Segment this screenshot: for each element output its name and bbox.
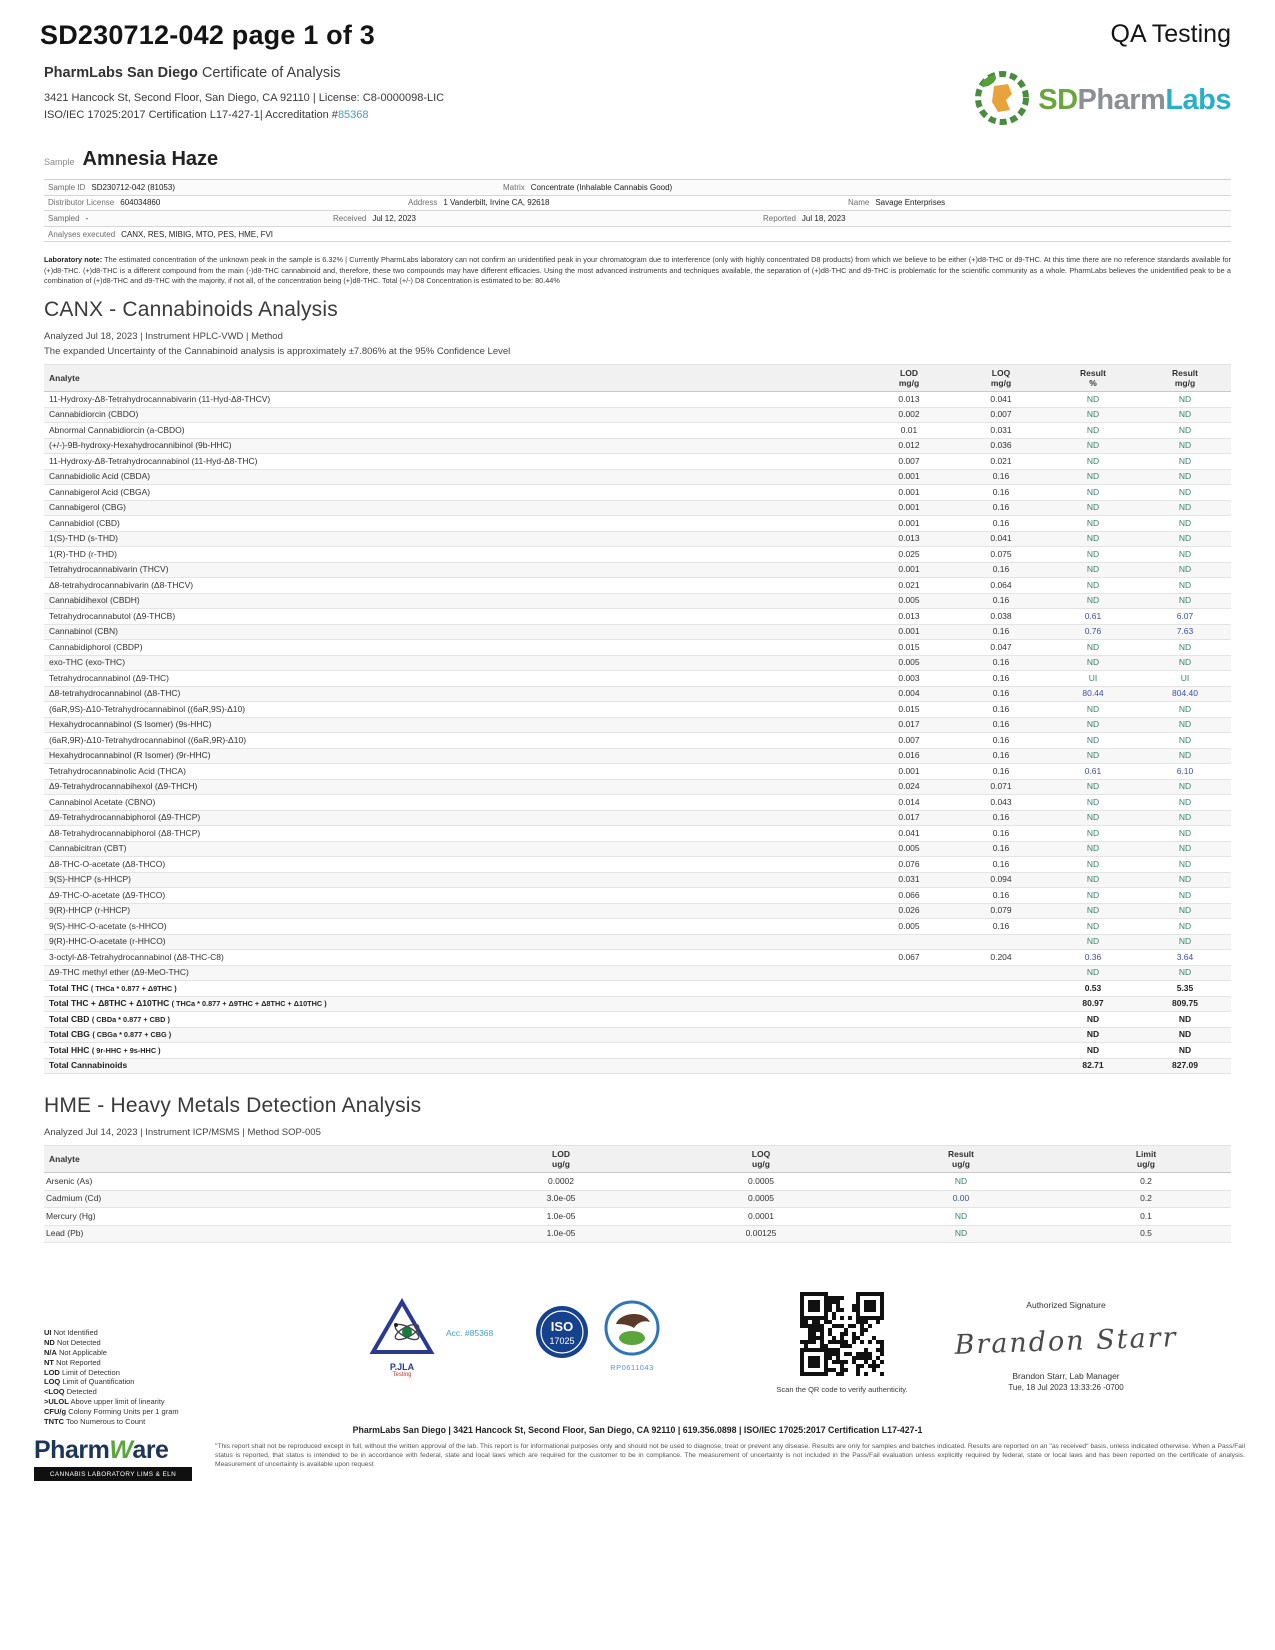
- metal-row: Arsenic (As) 0.0002 0.0005 ND 0.2: [44, 1173, 1231, 1191]
- qr-block: [762, 1292, 922, 1394]
- metal-row: Cadmium (Cd) 3.0e-05 0.0005 0.00 0.2: [44, 1190, 1231, 1208]
- signature-datetime: Tue, 18 Jul 2023 13:33:26 -0700: [1008, 1383, 1124, 1392]
- accreditation-number: 85368: [337, 108, 369, 121]
- legend-item: >ULOL Above upper limit of linearity: [44, 1397, 165, 1407]
- hme-header-row: Analyte LOD ug/g LOQ ug/g Result ug/g Limit ug/g: [44, 1146, 1231, 1173]
- sdpharmlabs-leaf-icon: [973, 69, 1031, 132]
- document-id: SD230712-042 page 1 of 3: [40, 20, 375, 50]
- lab-address-line: 3421 Hancock St, Second Floor, San Diego, CA 92110 | License: C8-0000098-LIC: [44, 92, 445, 104]
- sampled-value: -: [85, 213, 89, 223]
- legend-item: UI Not Identified: [44, 1328, 98, 1337]
- metal-row: Mercury (Hg) 1.0e-05 0.0001 ND 0.1: [44, 1208, 1231, 1226]
- analyte-row: Total THC + Δ8THC + Δ10THC ( THCa * 0.877 + Δ9THC + Δ8THC + Δ10THC ) 80.97 809.75: [44, 996, 1231, 1012]
- analyte-row: 9(S)-HHCP (s-HHCP) 0.031 0.094 ND ND: [44, 872, 1231, 888]
- analyte-row: 9(R)-HHCP (r-HHCP) 0.026 0.079 ND ND: [44, 903, 1231, 919]
- metal-row: Lead (Pb) 1.0e-05 0.00125 ND 0.5: [44, 1225, 1231, 1243]
- analyte-row: Cannabinol Acetate (CBNO) 0.014 0.043 ND ND: [44, 795, 1231, 811]
- legend-item: <LOQ Detected: [44, 1387, 97, 1397]
- lab-cert-line: ISO/IEC 17025:2017 Certification L17-427-1| Accreditation #85368: [44, 108, 369, 121]
- pharmware-logo: [34, 1436, 192, 1481]
- lab-title-line: [44, 65, 444, 81]
- sample-info-table: [44, 179, 1231, 242]
- received-value: Jul 12, 2023: [372, 213, 416, 223]
- analyte-row: Total Cannabinoids 82.71 827.09: [44, 1058, 1231, 1074]
- footer-contact-line: PharmLabs San Diego | 3421 Hancock St, Second Floor, San Diego, CA 92110 | 619.356.0898 | ISO/IEC 17025:2017 Certification L17-427-1: [352, 1425, 923, 1435]
- info-row-3: Sampled - Received Jul 12, 2023 Reported Jul 18, 2023: [44, 211, 1231, 227]
- pharmware-tagline: CANNABIS LABORATORY LIMS & ELN: [34, 1467, 192, 1481]
- analyte-row: Cannabigerol (CBG) 0.001 0.16 ND ND: [44, 500, 1231, 516]
- analyte-row: Δ9-Tetrahydrocannabiphorol (Δ9-THCP) 0.017 0.16 ND ND: [44, 810, 1231, 826]
- client-address-value: 1 Vanderbilt, Irvine CA, 92618: [443, 198, 550, 208]
- analyte-row: Δ9-THC-O-acetate (Δ9-THCO) 0.066 0.16 ND ND: [44, 888, 1231, 904]
- analyte-row: Cannabidihexol (CBDH) 0.005 0.16 ND ND: [44, 593, 1231, 609]
- analyte-row: 11-Hydroxy-Δ8-Tetrahydrocannabivarin (11-Hyd-Δ8-THCV) 0.013 0.041 ND ND: [44, 392, 1231, 408]
- sample-id-value: SD230712-042 (81053): [91, 182, 175, 192]
- lab-address-block: [44, 90, 444, 123]
- pjla-triangle-icon: [369, 1343, 435, 1360]
- dea-style-badge: [604, 1300, 660, 1372]
- analyte-row: Hexahydrocannabinol (S Isomer) (9s-HHC) 0.017 0.16 ND ND: [44, 717, 1231, 733]
- legend-item: TNTC Too Numerous to Count: [44, 1417, 146, 1427]
- signer-name: Brandon Starr, Lab Manager: [1012, 1371, 1120, 1381]
- sdpharmlabs-logo: [973, 69, 1231, 132]
- legend-item: LOQ Limit of Quantification: [44, 1377, 135, 1387]
- pjla-accreditation-badge: P.JLA Testing: [362, 1298, 442, 1378]
- reported-value: Jul 18, 2023: [801, 213, 846, 223]
- analyte-row: (6aR,9R)-Δ10-Tetrahydrocannabinol ((6aR,9R)-Δ10) 0.007 0.16 ND ND: [44, 733, 1231, 749]
- analyte-row: 1(R)-THD (r-THD) 0.025 0.075 ND ND: [44, 547, 1231, 563]
- pharmware-wordmark: PharmWare: [34, 1436, 169, 1464]
- analyte-row: Δ8-tetrahydrocannabinol (Δ8-THC) 0.004 0.16 80.44 804.40: [44, 686, 1231, 702]
- authorized-signature-label: Authorized Signature: [1026, 1300, 1106, 1310]
- sample-header: [0, 132, 1275, 171]
- analyte-row: Cannabinol (CBN) 0.001 0.16 0.76 7.63: [44, 624, 1231, 640]
- analyte-row: 9(S)-HHC-O-acetate (s-HHCO) 0.005 0.16 ND ND: [44, 919, 1231, 935]
- signature-script: Brandon Starr: [954, 1322, 1178, 1361]
- lab-name: PharmLabs San Diego: [44, 65, 198, 81]
- footer-disclaimer: "This report shall not be reproduced except in full, without the written approval of the lab. This report is for informational purposes only and should not be used to diagnose, treat or prevent any disease. Results are only for samples and batches indicated. Results are reported on an "as received" basis, unless indicated otherwise. When a Pass/Fail status is reported, that status is intended to be in accordance with federal, state and local laws which are required for the customer to be in compliance. The measurement of uncertainty is not included in the Pass/Fail evaluation unless explicitly required by federal, state or local laws and has been reported on the certificate of analysis. Measurement of uncertainty is available upon request: [215, 1443, 1245, 1469]
- svg-text:17025: 17025: [549, 1336, 575, 1346]
- analyte-row: Tetrahydrocannabutol (Δ9-THCB) 0.013 0.038 0.61 6.07: [44, 609, 1231, 625]
- analyte-row: 1(S)-THD (s-THD) 0.013 0.041 ND ND: [44, 531, 1231, 547]
- analyte-row: (6aR,9S)-Δ10-Tetrahydrocannabinol ((6aR,9S)-Δ10) 0.015 0.16 ND ND: [44, 702, 1231, 718]
- hme-meta: Analyzed Jul 14, 2023 | Instrument ICP/MSMS | Method SOP-005: [44, 1127, 321, 1139]
- dea-badge-id: RP0611043: [610, 1363, 654, 1372]
- analyte-row: Total CBG ( CBGa * 0.877 + CBG ) ND ND: [44, 1027, 1231, 1043]
- analyte-row: exo-THC (exo-THC) 0.005 0.16 ND ND: [44, 655, 1231, 671]
- analyte-row: Total THC ( THCa * 0.877 + Δ9THC ) 0.53 5.35: [44, 981, 1231, 997]
- canx-meta: Analyzed Jul 18, 2023 | Instrument HPLC-VWD | Method: [44, 331, 283, 343]
- qa-testing-label: QA Testing: [1110, 20, 1231, 48]
- legend-item: ND Not Detected: [44, 1337, 101, 1347]
- legend-item: NT Not Reported: [44, 1357, 101, 1367]
- analyte-row: Δ8-Tetrahydrocannabiphorol (Δ8-THCP) 0.041 0.16 ND ND: [44, 826, 1231, 842]
- hme-section-title: HME - Heavy Metals Detection Analysis: [44, 1094, 422, 1118]
- lab-identity: [44, 65, 444, 132]
- analyte-row: Cannabigerol Acid (CBGA) 0.001 0.16 ND ND: [44, 485, 1231, 501]
- footer-badges: [44, 1292, 1231, 1427]
- canx-section-title: CANX - Cannabinoids Analysis: [44, 298, 338, 322]
- analyte-row: 9(R)-HHC-O-acetate (r-HHCO) ND ND: [44, 934, 1231, 950]
- analyte-row: Cannabidiolic Acid (CBDA) 0.001 0.16 ND ND: [44, 469, 1231, 485]
- heavy-metals-table: [44, 1145, 1231, 1243]
- client-name-value: Savage Enterprises: [875, 198, 946, 208]
- matrix-value: Concentrate (Inhalable Cannabis Good): [530, 182, 673, 192]
- sub-header: [0, 51, 1275, 132]
- analyte-row: Tetrahydrocannabivarin (THCV) 0.001 0.16 ND ND: [44, 562, 1231, 578]
- analyte-row: Tetrahydrocannabinol (Δ9-THC) 0.003 0.16 UI UI: [44, 671, 1231, 687]
- analyte-row: Abnormal Cannabidiorcin (a-CBDO) 0.01 0.031 ND ND: [44, 423, 1231, 439]
- accreditation-badge-number: Acc. #85368: [446, 1328, 494, 1338]
- sdpharmlabs-wordmark: SDPharmLabs: [1038, 84, 1231, 116]
- analyte-row: Tetrahydrocannabinolic Acid (THCA) 0.001 0.16 0.61 6.10: [44, 764, 1231, 780]
- qr-code: [800, 1363, 884, 1380]
- legend-item: CFU/g Colony Forming Units per 1 gram: [44, 1407, 179, 1417]
- sample-name: Amnesia Haze: [82, 148, 219, 170]
- analyte-row: Cannabidiorcin (CBDO) 0.002 0.007 ND ND: [44, 407, 1231, 423]
- info-row-4: Analyses executed CANX, RES, MIBIG, MTO, PES, HME, FVI: [44, 227, 1231, 243]
- canx-uncertainty: The expanded Uncertainty of the Cannabinoid analysis is approximately ±7.806% at the 95% Confidence Level: [44, 346, 511, 358]
- analyte-row: Cannabidiphorol (CBDP) 0.015 0.047 ND ND: [44, 640, 1231, 656]
- top-bar: [0, 0, 1275, 51]
- analyte-row: Δ9-THC methyl ether (Δ9-MeO-THC) ND ND: [44, 965, 1231, 981]
- analyte-row: Δ8-tetrahydrocannabivarin (Δ8-THCV) 0.021 0.064 ND ND: [44, 578, 1231, 594]
- analyte-row: 3-octyl-Δ8-Tetrahydrocannabinol (Δ8-THC-C8) 0.067 0.204 0.36 3.64: [44, 950, 1231, 966]
- analyte-row: Hexahydrocannabinol (R Isomer) (9r-HHC) 0.016 0.16 ND ND: [44, 748, 1231, 764]
- laboratory-note: Laboratory note: The estimated concentration of the unknown peak in the sample is 6.32% | Currently PharmLabs laboratory can not confirm an unidentified peak in your chromatogram due to interference (only with highly concentrated D8 products) from which we believe to be either (+)d8-THC or d9-THC. At this time there are no reference standards available for (+)d8-THC. (+)d8-THC is a different compound from the main (-)d8-THC cannabinoid and, therefore, these two compounds may have different efficacies. Using the most advanced instruments and techniques available, the separation of (+)d8-THC and d9-THC is problematic for the scientific community as a whole. PharmLabs believes the unidentified peak to be a combination of (+)d8-THC and d9-THC with the majority, if not all, of the concentration being (+)d8-THC. Total (+/-) D8 Concentration is estimated to be: 80.44%: [44, 255, 1231, 286]
- coa-label: Certificate of Analysis: [201, 65, 341, 81]
- info-row-1: Sample ID SD230712-042 (81053) Matrix Concentrate (Inhalable Cannabis Good): [44, 180, 1231, 196]
- analyte-row: Δ9-Tetrahydrocannabihexol (Δ9-THCH) 0.024 0.071 ND ND: [44, 779, 1231, 795]
- info-row-2: Distributor License 604034860 Address 1 Vanderbilt, Irvine CA, 92618 Name Savage Enterprises: [44, 196, 1231, 212]
- analyte-row: Total CBD ( CBDa * 0.877 + CBD ) ND ND: [44, 1012, 1231, 1028]
- analyte-row: Δ8-THC-O-acetate (Δ8-THCO) 0.076 0.16 ND ND: [44, 857, 1231, 873]
- analyte-row: Cannabicitran (CBT) 0.005 0.16 ND ND: [44, 841, 1231, 857]
- svg-text:ISO: ISO: [550, 1319, 574, 1334]
- distributor-license-value: 604034860: [120, 198, 161, 208]
- sample-label: Sample: [44, 157, 75, 167]
- qr-caption: Scan the QR code to verify authenticity.: [776, 1385, 908, 1394]
- legend-item: N/A Not Applicable: [44, 1347, 107, 1357]
- signature-block: [931, 1300, 1201, 1392]
- analyte-row: 11-Hydroxy-Δ8-Tetrahydrocannabinol (11-Hyd-Δ8-THC) 0.007 0.021 ND ND: [44, 454, 1231, 470]
- abbreviation-legend: [44, 1328, 179, 1427]
- analyte-row: Cannabidiol (CBD) 0.001 0.16 ND ND: [44, 516, 1231, 532]
- cannabinoids-table: [44, 364, 1231, 1074]
- analyte-row: Total HHC ( 9r-HHC + 9s-HHC ) ND ND: [44, 1043, 1231, 1059]
- analyses-value: CANX, RES, MIBIG, MTO, PES, HME, FVI: [121, 229, 274, 239]
- analyte-row: (+/-)-9B-hydroxy-Hexahydrocannibinol (9b-HHC) 0.012 0.036 ND ND: [44, 438, 1231, 454]
- legend-item: LOD Limit of Detection: [44, 1367, 120, 1377]
- canx-header-row: Analyte LOD mg/g LOQ mg/g Result % Result mg/g: [44, 365, 1231, 392]
- iso-17025-badge: [534, 1304, 590, 1365]
